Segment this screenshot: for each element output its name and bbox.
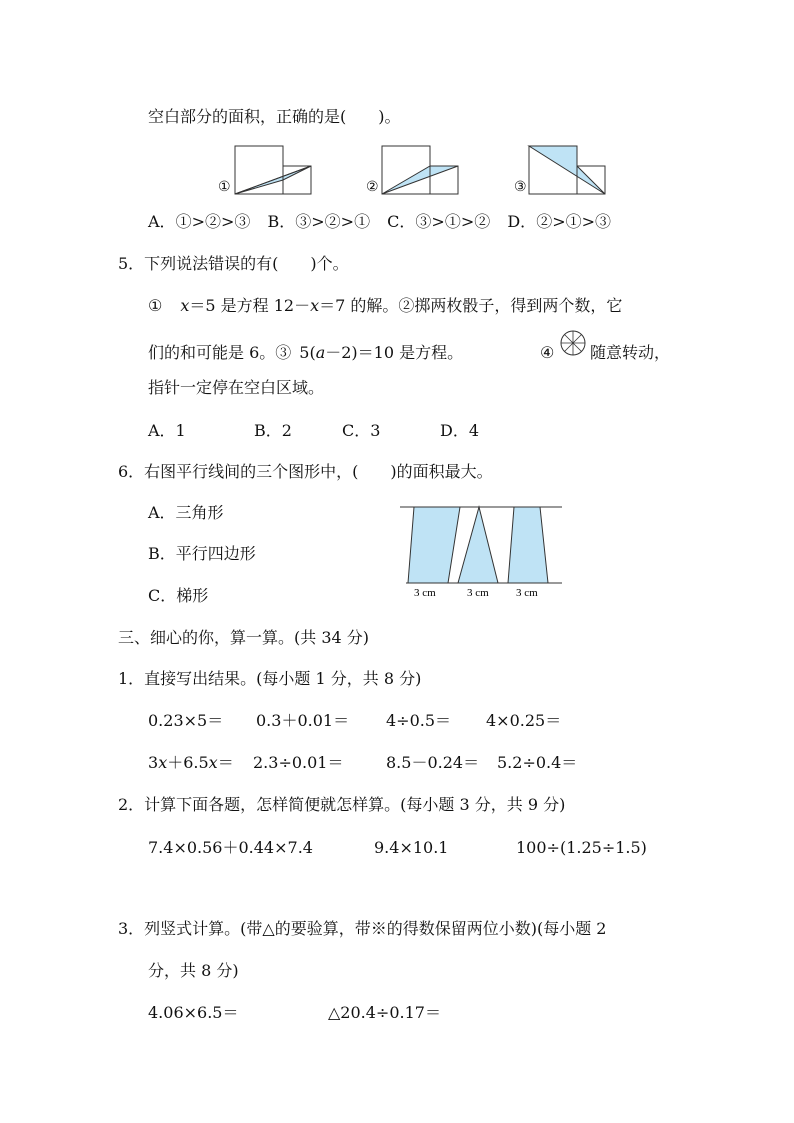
p1-item-2: 0.3＋0.01＝ bbox=[256, 711, 350, 730]
p3-stem-line-1: 3．列竖式计算。(带△的要验算，带※的得数保留两位小数)(每小题 2 bbox=[118, 919, 607, 938]
q6-option-c[interactable]: C．梯形 bbox=[148, 586, 209, 605]
p1-stem: 1．直接写出结果。(每小题 1 分，共 8 分) bbox=[118, 669, 422, 688]
q5-statement-line-2-end: 随意转动， bbox=[590, 343, 671, 362]
q4-figure-label-2: ② bbox=[366, 179, 379, 195]
q5-statement-line-3: 指针一定停在空白区域。 bbox=[148, 378, 325, 397]
q4-figure-label-3: ③ bbox=[514, 179, 527, 195]
p1-item-4: 4×0.25＝ bbox=[486, 711, 562, 730]
p1-item-7: 8.5－0.24＝ bbox=[386, 753, 480, 772]
q6-base-label-2: 3 cm bbox=[467, 587, 489, 599]
q6-parallel-figure bbox=[400, 500, 566, 602]
q6-option-b[interactable]: B．平行四边形 bbox=[148, 544, 256, 563]
q5-option-d[interactable]: D．4 bbox=[440, 421, 480, 440]
q4-option-b[interactable]: B．③>②>① bbox=[267, 212, 371, 231]
q5-option-a[interactable]: A．1 bbox=[148, 421, 186, 440]
q4-figure-3 bbox=[528, 145, 608, 197]
q5-statement-4-number: ④ bbox=[540, 343, 555, 362]
q4-options bbox=[148, 211, 611, 233]
spinner-icon bbox=[560, 330, 588, 358]
q6-option-a[interactable]: A．三角形 bbox=[148, 503, 224, 522]
q4-option-d[interactable]: D．②>①>③ bbox=[507, 212, 612, 231]
p3-item-1: 4.06×6.5＝ bbox=[148, 1003, 239, 1022]
q5-option-c[interactable]: C．3 bbox=[342, 421, 381, 440]
p3-item-2: △20.4÷0.17＝ bbox=[328, 1003, 441, 1022]
q5-statement-line-1: ① x＝5 是方程 12－x＝7 的解。②掷两枚骰子，得到两个数，它 bbox=[148, 296, 623, 315]
p1-item-1: 0.23×5＝ bbox=[148, 711, 224, 730]
p3-stem-line-2: 分，共 8 分) bbox=[148, 961, 239, 980]
p2-stem: 2．计算下面各题，怎样简便就怎样算。(每小题 3 分，共 9 分) bbox=[118, 795, 566, 814]
q6-stem: 6．右图平行线间的三个图形中，( )的面积最大。 bbox=[118, 462, 493, 481]
q4-option-c[interactable]: C．③>①>② bbox=[387, 212, 491, 231]
p2-item-2: 9.4×10.1 bbox=[374, 838, 449, 857]
p2-item-1: 7.4×0.56＋0.44×7.4 bbox=[148, 838, 313, 857]
p2-item-3: 100÷(1.25÷1.5) bbox=[516, 838, 647, 857]
p1-item-5: 3x＋6.5x＝ bbox=[148, 753, 234, 772]
q4-figure-2 bbox=[381, 145, 461, 197]
q6-base-label-1: 3 cm bbox=[414, 587, 436, 599]
section-3-title: 三、细心的你，算一算。(共 34 分) bbox=[118, 628, 370, 647]
q6-base-label-3: 3 cm bbox=[516, 587, 538, 599]
p1-item-6: 2.3÷0.01＝ bbox=[253, 753, 344, 772]
q5-statement-line-2: 们的和可能是 6。③ 5(a－2)＝10 是方程。 bbox=[148, 343, 464, 362]
q5-stem: 5．下列说法错误的有( )个。 bbox=[118, 254, 349, 273]
q4-figure-1 bbox=[234, 145, 314, 197]
p1-item-8: 5.2÷0.4＝ bbox=[497, 753, 578, 772]
q4-stem-tail: 空白部分的面积，正确的是( )。 bbox=[148, 107, 401, 126]
q5-option-b[interactable]: B．2 bbox=[254, 421, 292, 440]
p1-item-3: 4÷0.5＝ bbox=[386, 711, 452, 730]
q4-option-a[interactable]: A．①>②>③ bbox=[148, 212, 251, 231]
q4-figure-label-1: ① bbox=[218, 179, 231, 195]
